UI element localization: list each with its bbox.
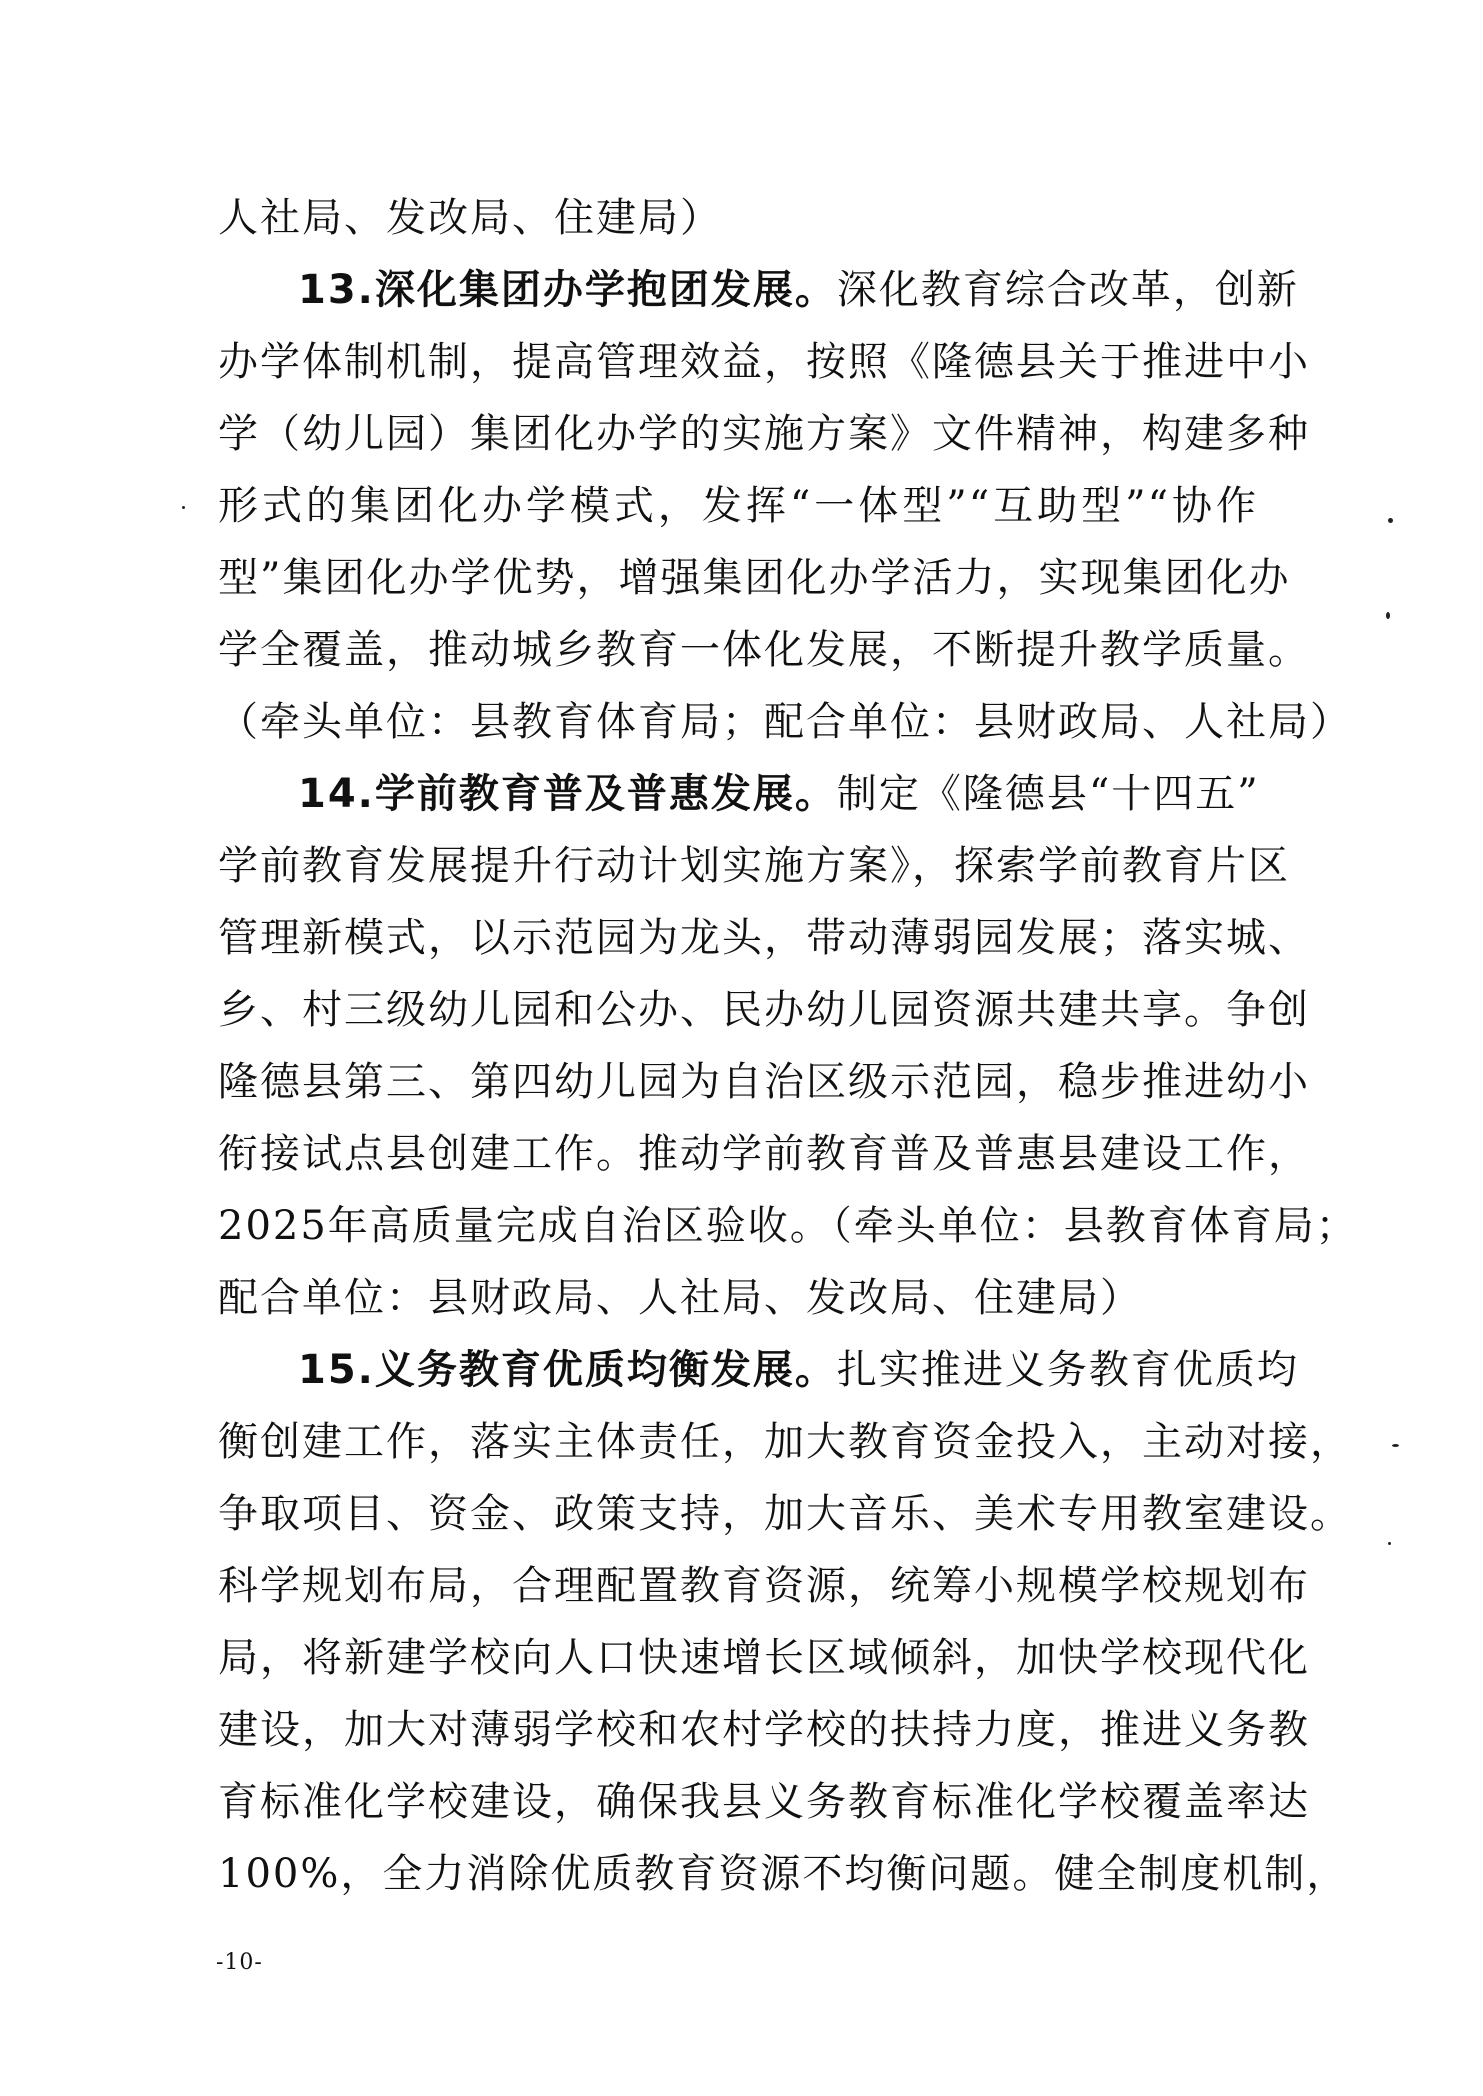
text-line [218,1406,1352,1478]
line-text: 配合单位：县财政局、人社局、发改局、住建局） [218,1275,1142,1321]
line-text: 人社局、发改局、住建局） [218,195,722,241]
line-text: 学前教育发展提升行动计划实施方案》，探索学前教育片区 [218,843,1290,889]
line-text: 形式的集团化办学模式，发挥“一体型”“互助型”“协作 [218,483,1258,529]
scan-speck [1388,1542,1391,1545]
section-heading: 14.学前教育普及普惠发展。 [298,771,837,817]
line-text: 学（幼儿园）集团化办学的实施方案》文件精神，构建多种 [218,411,1310,457]
text-line [218,1550,1310,1622]
section-heading: 13.深化集团办学抱团发展。 [298,267,837,313]
scan-speck [1386,612,1390,619]
line-text: 乡、村三级幼儿园和公办、民办幼儿园资源共建共享。争创 [218,987,1310,1033]
text-line [218,1262,1258,1334]
line-text: 育标准化学校建设，确保我县义务教育标准化学校覆盖率达 [218,1779,1310,1825]
text-line [218,1766,1310,1838]
scan-speck [1388,518,1393,523]
text-line [218,902,1310,974]
text-line [218,1838,1349,1910]
text-line [218,1046,1310,1118]
line-text: 建设，加大对薄弱学校和农村学校的扶持力度，推进义务教 [218,1707,1310,1753]
line-text: 学全覆盖，推动城乡教育一体化发展，不断提升教学质量。 [218,627,1310,673]
text-line [218,1190,1358,1262]
line-text: 科学规划布局，合理配置教育资源，统筹小规模学校规划布 [218,1563,1310,1609]
text-line [218,542,1291,614]
text-line [218,974,1310,1046]
line-text: 100%，全力消除优质教育资源不均衡问题。健全制度机制， [218,1851,1349,1897]
text-line [218,614,1310,686]
text-line [218,1622,1310,1694]
line-text: 2025年高质量完成自治区验收。（牵头单位：县教育体育局； [218,1203,1358,1249]
section-heading-line [298,758,1258,830]
line-text: 局，将新建学校向人口快速增长区域倾斜，加快学校现代化 [218,1635,1310,1681]
text-line [218,1694,1310,1766]
section-heading-line [298,254,1299,326]
line-text: 管理新模式，以示范园为龙头，带动薄弱园发展；落实城、 [218,915,1310,961]
line-text: 衔接试点县创建工作。推动学前教育普及普惠县建设工作， [218,1131,1310,1177]
line-text: 制定《隆德县“十四五” [836,771,1260,817]
line-text: 办学体制机制，提高管理效益，按照《隆德县关于推进中小 [218,339,1310,385]
text-line [218,1478,1352,1550]
text-line [218,686,1352,758]
line-text: 深化教育综合改革，创新 [836,267,1299,313]
text-line [218,398,1310,470]
line-text: 隆德县第三、第四幼儿园为自治区级示范园，稳步推进幼小 [218,1059,1310,1105]
line-text: 衡创建工作，落实主体责任，加大教育资金投入，主动对接， [218,1419,1352,1465]
text-line [218,1118,1310,1190]
text-line [218,182,1258,254]
line-text: 型”集团化办学优势，增强集团化办学活力，实现集团化办 [218,555,1291,601]
line-text: 争取项目、资金、政策支持，加大音乐、美术专用教室建设。 [218,1491,1352,1537]
text-line [218,470,1258,542]
text-line [218,326,1310,398]
scan-speck [182,506,185,509]
section-heading: 15.义务教育优质均衡发展。 [298,1347,837,1393]
line-text: （牵头单位：县教育体育局；配合单位：县财政局、人社局） [218,699,1352,745]
line-text: 扎实推进义务教育优质均 [836,1347,1299,1393]
section-heading-line [298,1334,1299,1406]
text-line [218,830,1290,902]
scan-speck [1392,1444,1399,1447]
page-number: -10- [216,1950,263,1975]
